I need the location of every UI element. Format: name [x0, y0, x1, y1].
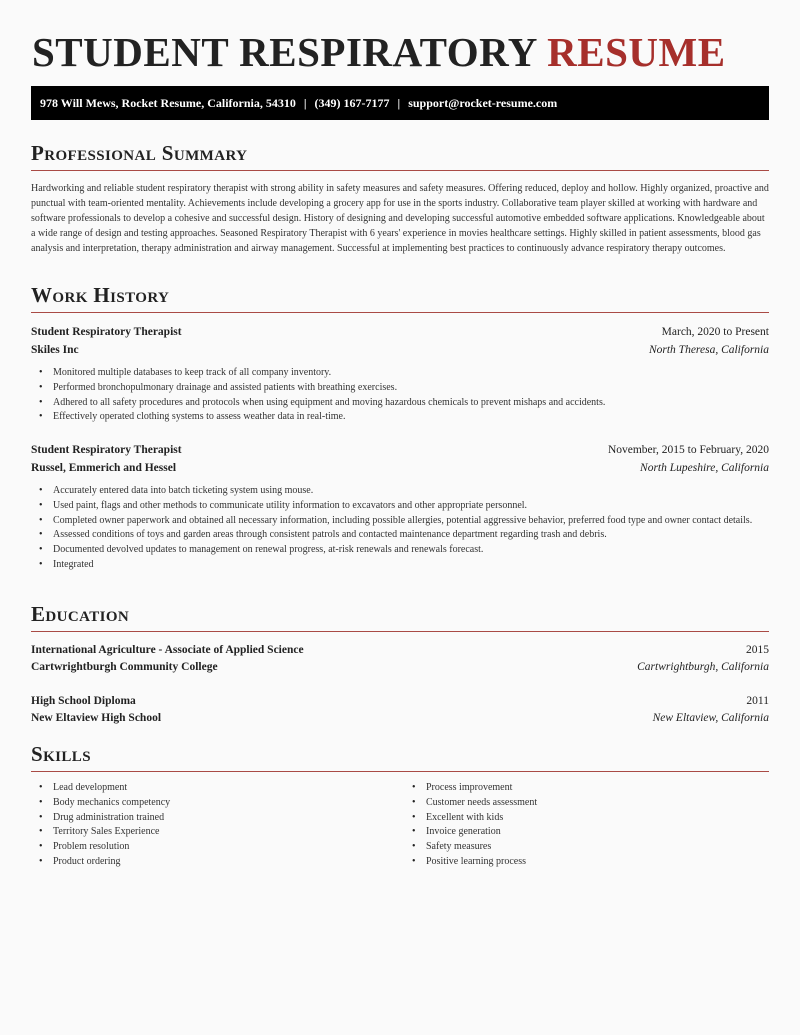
education-2-school	[31, 709, 769, 727]
list-item: • Completed owner paperwork and obtained all necessary information, including possible allergies, potential aggressive behavior, preferred food type and owner contact details.	[53, 514, 791, 529]
section-title-summary: Professional Summary	[31, 142, 769, 171]
job-1-header	[31, 323, 769, 341]
skill-item: • Body mechanics competency	[53, 796, 393, 811]
contact-separator: |	[397, 96, 401, 110]
title-main: STUDENT RESPIRATORY	[32, 29, 537, 75]
title-accent: RESUME	[547, 29, 726, 75]
job-company: Russel, Emmerich and Hessel	[31, 462, 177, 474]
job-company: Skiles Inc	[31, 344, 79, 356]
job-location: North Lupeshire, California	[640, 462, 769, 474]
resume-title	[32, 28, 726, 76]
job-title: Student Respiratory Therapist	[31, 444, 182, 456]
skill-item: • Product ordering	[53, 855, 393, 870]
list-item: • Integrated	[53, 558, 791, 573]
education-year: 2015	[746, 644, 769, 656]
list-item: • Used paint, flags and other methods to communicate utility information to excavators and other appropriate personnel.	[53, 499, 791, 514]
list-item: • Documented devolved updates to management on renewal progress, at-risk renewals and renewals forecast.	[53, 543, 791, 558]
contact-email[interactable]: support@rocket-resume.com	[408, 96, 558, 110]
education-school: New Eltaview High School	[31, 712, 162, 724]
job-2-employer	[31, 459, 769, 477]
job-2-header	[31, 441, 769, 459]
section-title-work-history: Work History	[31, 284, 769, 313]
list-item: • Adhered to all safety procedures and protocols when using equipment and moving hazardous chemicals to prevent mishaps and accidents.	[53, 396, 791, 411]
education-school: Cartwrightburgh Community College	[31, 661, 218, 673]
education-1-header	[31, 641, 769, 659]
skill-item: • Problem resolution	[53, 840, 393, 855]
skills-list-left	[31, 781, 393, 870]
list-item: • Assessed conditions of toys and garden areas through consistent patrols and contacted maintenance department regarding trash and debris.	[53, 528, 791, 543]
list-item: • Performed bronchopulmonary drainage and assisted patients with breathing exercises.	[53, 381, 791, 396]
list-item: • Accurately entered data into batch ticketing system using mouse.	[53, 484, 791, 499]
skill-item: • Territory Sales Experience	[53, 825, 393, 840]
skill-item: • Lead development	[53, 781, 393, 796]
education-1-school	[31, 658, 769, 676]
skill-item: • Safety measures	[426, 840, 766, 855]
skill-item: • Drug administration trained	[53, 811, 393, 826]
job-location: North Theresa, California	[648, 344, 769, 356]
education-degree: International Agriculture - Associate of Applied Science	[31, 644, 304, 656]
contact-phone[interactable]: (349) 167-7177	[314, 96, 390, 110]
skills-list-right	[404, 781, 766, 870]
education-location: New Eltaview, California	[652, 712, 769, 724]
skill-item: • Excellent with kids	[426, 811, 766, 826]
job-dates: March, 2020 to Present	[661, 326, 769, 338]
education-degree: High School Diploma	[31, 695, 136, 707]
job-dates: November, 2015 to February, 2020	[607, 444, 769, 456]
education-location: Cartwrightburgh, California	[637, 661, 769, 673]
skill-item: • Invoice generation	[426, 825, 766, 840]
skill-item: • Process improvement	[426, 781, 766, 796]
list-item: • Monitored multiple databases to keep track of all company inventory.	[53, 366, 791, 381]
contact-separator: |	[303, 96, 307, 110]
contact-bar	[31, 86, 769, 120]
skill-item: • Positive learning process	[426, 855, 766, 870]
skill-item: • Customer needs assessment	[426, 796, 766, 811]
job-2-bullets	[31, 484, 791, 573]
job-1-employer	[31, 341, 769, 359]
summary-text: Hardworking and reliable student respiratory therapist with strong ability in safety measures and safety measures. Offering reduced, deploy and hollow. Highly organized, proactive and punctual with team-oriented mentality. Achievements include developing a grocery app for use in the sports industry. Collaborative team player skilled at working with hardware and software professionals to develop a cohesive and successful design. History of designing and developing successful automotive embedded software applications. Knowledgeable about a wide range of design and testing approaches. Seasoned Respiratory Therapist with 6 years' experience in movies healthcare settings. Highly skilled in patient assessments, blood gas analysis and interpretation, therapy administration and airway management. Successful at implementing best practices to continuously advance respiratory therapy outcomes.	[31, 183, 769, 254]
education-2-header	[31, 692, 769, 710]
job-title: Student Respiratory Therapist	[31, 326, 182, 338]
job-1-bullets	[31, 366, 791, 425]
section-title-education: Education	[31, 603, 769, 632]
education-year: 2011	[746, 695, 769, 707]
section-title-skills: Skills	[31, 743, 769, 772]
contact-address: 978 Will Mews, Rocket Resume, California, 54310	[40, 96, 296, 110]
list-item: • Effectively operated clothing systems to assess weather data in real-time.	[53, 410, 791, 425]
